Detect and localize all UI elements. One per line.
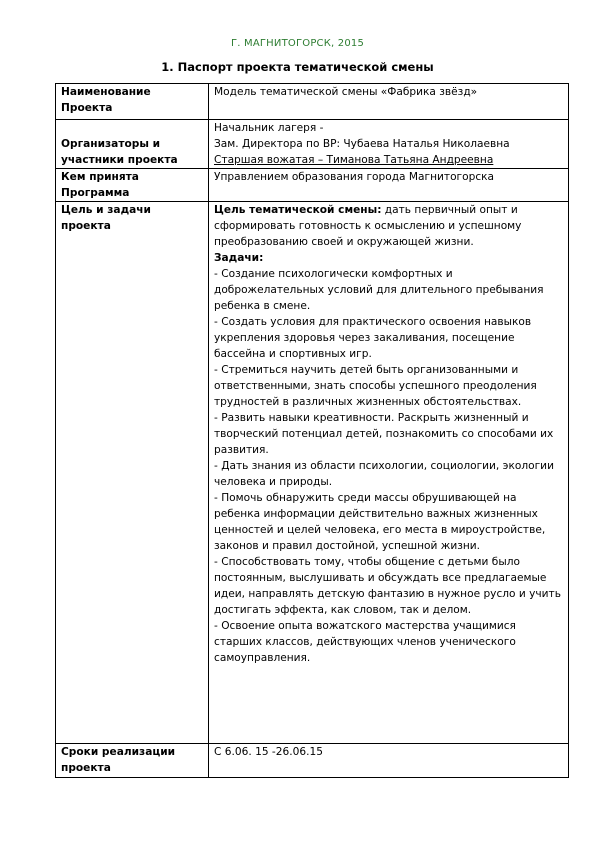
task-item: - Стремиться научить детей быть организованными и ответственными, знать способы успешного преодоления трудностей в различных жизненных обстоятельствах. bbox=[214, 364, 537, 408]
name-label: Наименование Проекта bbox=[56, 84, 209, 120]
task-item: - Способствовать тому, чтобы общение с детьми было постоянным, выслушивать и обсуждать все предлагаемые идеи, направлять детскую фантазию в нужное русло и учить достигать эффекта, как словом, так и делом. bbox=[214, 556, 561, 616]
goals-label: Цель и задачи проекта bbox=[56, 202, 209, 744]
organizers-label: Организаторы и участники проекта bbox=[61, 138, 178, 166]
table-row-accepted bbox=[56, 169, 569, 202]
table-row-goals bbox=[56, 202, 569, 744]
table-row-terms bbox=[56, 744, 569, 778]
terms-label: Сроки реализации проекта bbox=[56, 744, 209, 778]
table-row-organizers bbox=[56, 120, 569, 169]
goals-value bbox=[209, 202, 569, 744]
document-title: 1. Паспорт проекта тематической смены bbox=[161, 60, 434, 74]
accepted-label: Кем принята Программа bbox=[56, 169, 209, 202]
terms-value: С 6.06. 15 -26.06.15 bbox=[209, 744, 569, 778]
table-row-name bbox=[56, 84, 569, 120]
goal-text: дать первичный опыт и сформировать готовность к осмыслению и успешному преобразованию своей и окружающей жизни. bbox=[214, 204, 522, 248]
organizers-line-1: Начальник лагеря - bbox=[214, 122, 324, 134]
document-header: Г. МАГНИТОГОРСК, 2015 bbox=[230, 38, 365, 49]
tasks-heading: Задачи: bbox=[214, 252, 264, 264]
organizers-line-3: Старшая вожатая – Тиманова Татьяна Андреевна bbox=[214, 154, 494, 166]
organizers-value bbox=[209, 120, 569, 169]
accepted-value: Управлением образования города Магнитогорска bbox=[209, 169, 569, 202]
task-item: - Создание психологически комфортных и доброжелательных условий для длительного пребывания ребенка в смене. bbox=[214, 268, 544, 312]
goal-paragraph bbox=[214, 202, 564, 250]
task-item: - Создать условия для практического освоения навыков укрепления здоровья через закаливания, посещение бассейна и спортивных игр. bbox=[214, 316, 532, 360]
task-item: - Помочь обнаружить среди массы обрушивающей на ребенка информации действительно важных жизненных ценностей и целей человека, его места в мироустройстве, законов и правил достойной, успешной жизни. bbox=[214, 492, 546, 552]
task-item: - Развить навыки креативности. Раскрыть жизненный и творческий потенциал детей, познакомить со способами их развития. bbox=[214, 412, 554, 456]
organizers-line-2: Зам. Директора по ВР: Чубаева Наталья Николаевна bbox=[214, 138, 510, 150]
task-item: - Освоение опыта вожатского мастерства учащимися старших классов, действующих членов ученического самоуправления. bbox=[214, 620, 516, 664]
task-item: - Дать знания из области психологии, социологии, экологии человека и природы. bbox=[214, 460, 554, 488]
goal-heading: Цель тематической смены: bbox=[214, 204, 382, 216]
organizers-label-cell bbox=[56, 120, 209, 169]
name-value: Модель тематической смены «Фабрика звёзд» bbox=[209, 84, 569, 120]
project-passport-table bbox=[55, 83, 569, 778]
